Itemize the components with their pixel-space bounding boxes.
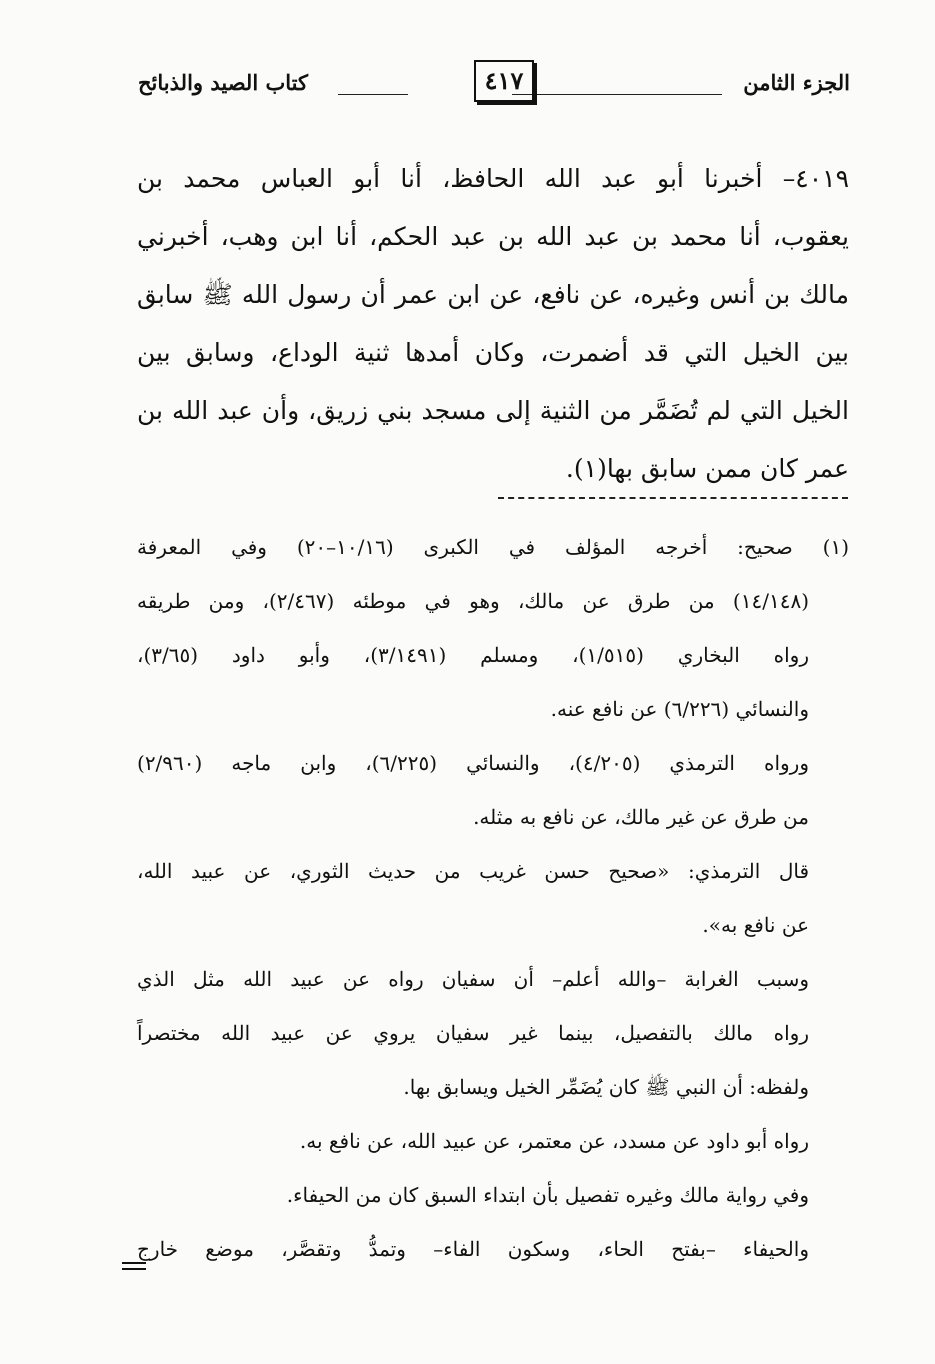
footnote-line: رواه أبو داود عن مسدد، عن معتمر، عن عبيد الله، عن نافع به. [299,1129,809,1153]
footnote-line: وسبب الغرابة –والله أعلم– أن سفيان رواه عن عبيد الله مثل الذي [137,967,809,991]
header-rule-right [512,94,722,95]
footnote-line: والنسائي (٦/٢٢٦) عن نافع عنه. [550,697,809,721]
hadith-line: يعقوب، أنا محمد بن عبد الله بن عبد الحكم، أنا ابن وهب، أخبرني [137,222,849,251]
hadith-line: الخيل التي لم تُضَمَّر من الثنية إلى مسجد بني زريق، وأن عبد الله بن [137,396,849,425]
hadith-line: مالك بن أنس وغيره، عن نافع، عن ابن عمر أن رسول الله ﷺ سابق [137,280,849,309]
footnote-line: وفي رواية مالك وغيره تفصيل بأن ابتداء السبق كان من الحيفاء. [286,1183,809,1207]
footnote-line: (١) صحيح: أخرجه المؤلف في الكبرى (١٠/١٦–٢٠) وفي المعرفة [137,535,849,559]
footnote-line: عن نافع به». [702,913,809,937]
footnote-line: رواه مالك بالتفصيل، بينما غير سفيان يروي عن عبيد الله مختصراً [137,1021,809,1045]
footnotes [137,520,849,1276]
footnote-line: رواه البخاري (١/٥١٥)، ومسلم (٣/١٤٩١)، وأبو داود (٣/٦٥)، [137,643,810,667]
footnote-line: من طرق عن غير مالك، عن نافع به مثله. [473,805,809,829]
continuation-mark [122,1262,146,1274]
hadith-line: ٤٠١٩– أخبرنا أبو عبد الله الحافظ، أنا أبو العباس محمد بن [137,164,849,193]
hadith-line: بين الخيل التي قد أضمرت، وكان أمدها ثنية الوداع، وسابق بين [137,338,849,367]
hadith-line: عمر كان ممن سابق بها(١). [565,454,849,483]
page-number: ٤١٧ [474,60,534,102]
footnote-line: ورواه الترمذي (٤/٢٠٥)، والنسائي (٦/٢٢٥)، وابن ماجه (٢/٩٦٠) [137,751,809,775]
part-title: الجزء الثامن [743,70,850,95]
hadith-text [137,150,849,498]
header-rule-left [338,94,408,95]
book-title: كتاب الصيد والذبائح [138,70,308,95]
footnote-line: والحيفاء –بفتح الحاء، وسكون الفاء– وتمدُّ وتقصَّر، موضع خارج [137,1237,809,1261]
footnote-line: قال الترمذي: «صحيح حسن غريب من حديث الثوري، عن عبيد الله، [137,859,809,883]
footnote-separator [498,497,848,499]
page-header [138,58,850,106]
footnote-line: ولفظه: أن النبي ﷺ كان يُضَمِّر الخيل ويسابق بها. [403,1075,809,1099]
footnote-line: (١٤/١٤٨) من طرق عن مالك، وهو في موطئه (٢/٤٦٧)، ومن طريقه [137,589,809,613]
